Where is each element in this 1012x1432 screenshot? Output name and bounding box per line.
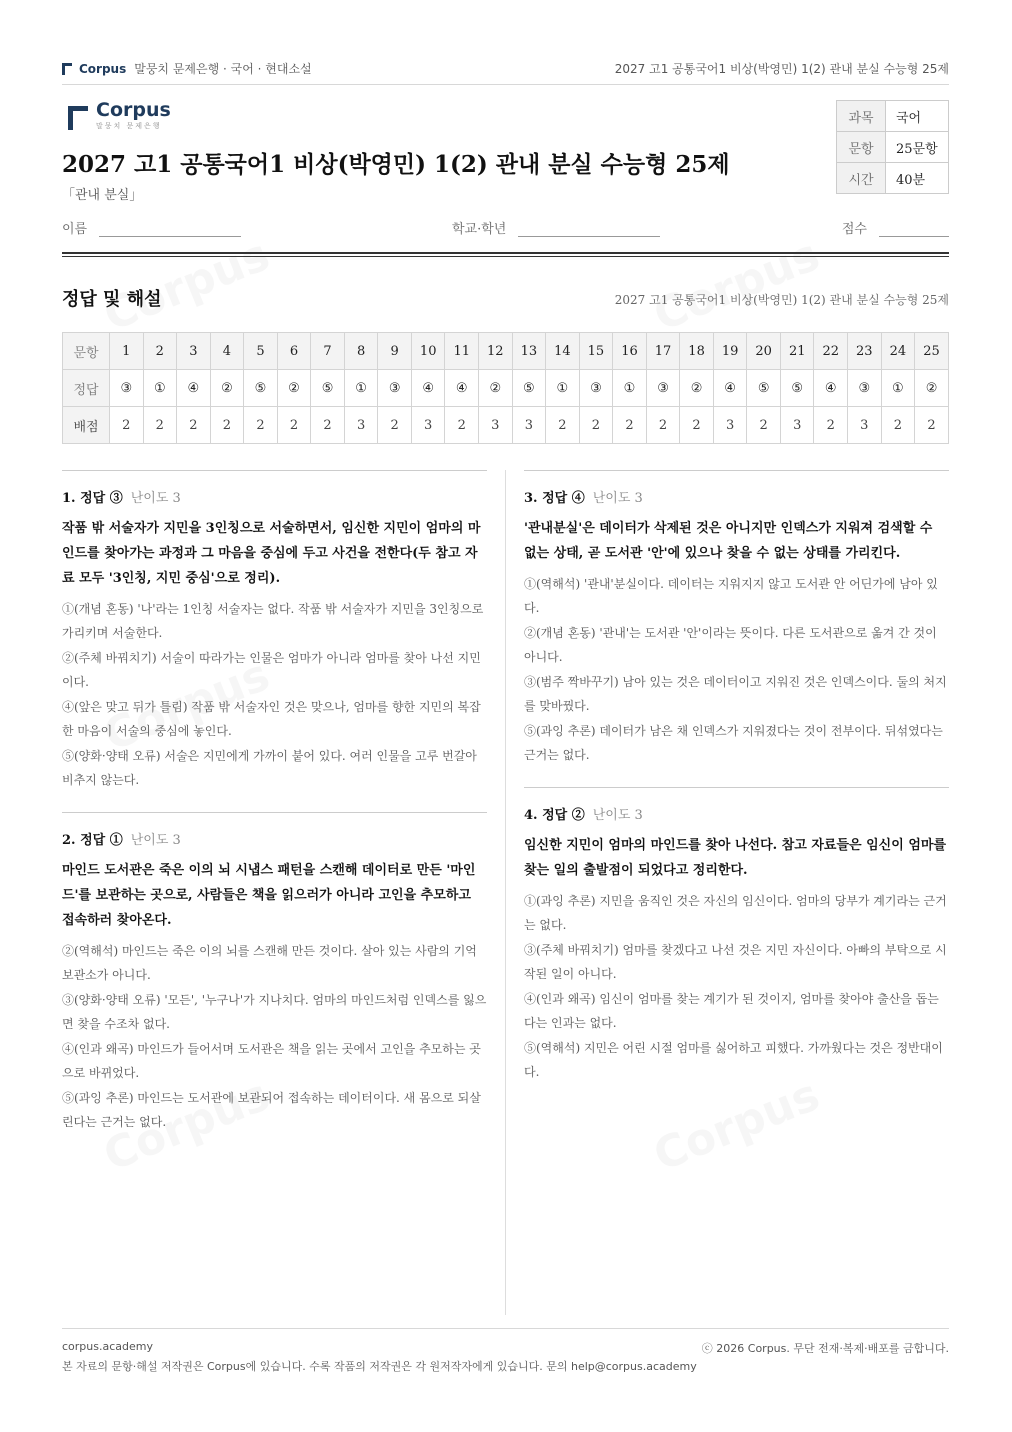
question-number: 9 [378, 333, 412, 370]
question-number: 10 [411, 333, 445, 370]
question-explanation [62, 470, 487, 792]
option-explanation: ②(주체 바꿔치기) 서술이 따라가는 인물은 엄마가 아니라 엄마를 찾아 나선 지민이다. [62, 651, 481, 689]
score-cell: 2 [646, 407, 680, 444]
question-number: 5 [244, 333, 278, 370]
answer-cell: ① [546, 370, 580, 407]
option-explanation: ⑤(과잉 추론) 마인드는 도서관에 보관되어 접속하는 데이터이다. 새 몸으로 되살린다는 근거는 없다. [62, 1091, 481, 1129]
answer-cell: ① [881, 370, 915, 407]
answer-cell: ③ [646, 370, 680, 407]
score-cell: 3 [411, 407, 445, 444]
question-number: 20 [747, 333, 781, 370]
school-blank[interactable] [518, 220, 660, 237]
left-column [62, 470, 487, 1135]
school-field[interactable] [452, 218, 660, 237]
question-number: 13 [512, 333, 546, 370]
answer-cell: ① [613, 370, 647, 407]
score-blank[interactable] [879, 220, 949, 237]
option-explanation: ⑤(양화·양태 오류) 서술은 지민에게 가까이 붙어 있다. 여러 인물을 고루 번갈아 비추지 않는다. [62, 749, 477, 787]
answer-cell: ③ [378, 370, 412, 407]
question-number: 25 [915, 333, 949, 370]
score-field[interactable] [842, 218, 949, 237]
score-cell: 2 [277, 407, 311, 444]
option-explanation: ④(인과 왜곡) 마인드가 들어서며 도서관은 책을 읽는 곳에서 고인을 추모하는 곳으로 바뀌었다. [62, 1042, 481, 1080]
score-cell: 2 [579, 407, 613, 444]
score-cell: 2 [814, 407, 848, 444]
score-cell: 2 [143, 407, 177, 444]
corpus-logo-icon [68, 106, 88, 130]
answer-key-table [62, 332, 949, 444]
question-explanation [524, 470, 949, 767]
question-number: 21 [780, 333, 814, 370]
row-label: 배점 [63, 407, 110, 444]
score-cell: 2 [881, 407, 915, 444]
question-number: 22 [814, 333, 848, 370]
answer-cell: ⑤ [747, 370, 781, 407]
explanation-main: 마인드 도서관은 죽은 이의 뇌 시냅스 패턴을 스캔해 데이터로 만든 '마인드'를 보관하는 곳으로, 사람들은 책을 읽으러가 아니라 고인을 추모하고 접속하러 찾아온다. [62, 863, 476, 928]
option-explanation: ③(주체 바꿔치기) 엄마를 찾겠다고 나선 것은 지민 자신이다. 아빠의 부탁으로 시작된 일이 아니다. [524, 943, 947, 981]
score-cell: 2 [546, 407, 580, 444]
score-cell: 2 [177, 407, 211, 444]
column-divider [505, 470, 506, 1315]
answer-cell: ④ [411, 370, 445, 407]
name-field[interactable] [62, 218, 241, 237]
row-label: 정답 [63, 370, 110, 407]
explanation-main: 작품 밖 서술자가 지민을 3인칭으로 서술하면서, 임신한 지민이 엄마의 마인드를 찾아가는 과정과 그 마음을 중심에 두고 사건을 전한다(두 참고 자료 모두 '3인칭, 지민 중심'으로 정리). [62, 521, 481, 586]
option-explanation: ①(개념 혼동) '나'라는 1인칭 서술자는 없다. 작품 밖 서술자가 지민을 3인칭으로 가리키며 서술한다. [62, 602, 484, 640]
page-title: 2027 고1 공통국어1 비상(박영민) 1(2) 관내 분실 수능형 25제 [62, 151, 730, 178]
question-number: 2 [143, 333, 177, 370]
divider [62, 256, 949, 257]
score-cell: 2 [244, 407, 278, 444]
question-number: 4 [210, 333, 244, 370]
question-answer: 1. 정답 ③ [62, 491, 123, 506]
score-cell: 3 [344, 407, 378, 444]
question-number: 19 [713, 333, 747, 370]
question-number: 14 [546, 333, 580, 370]
score-cell: 2 [915, 407, 949, 444]
score-cell: 2 [378, 407, 412, 444]
answer-cell: ② [277, 370, 311, 407]
score-cell: 2 [747, 407, 781, 444]
student-fields [62, 218, 949, 242]
answer-cell: ⑤ [311, 370, 345, 407]
logo-name: Corpus [96, 99, 171, 121]
option-explanation: ②(역해석) 마인드는 죽은 이의 뇌를 스캔해 만든 것이다. 살아 있는 사람의 기억 보관소가 아니다. [62, 944, 477, 982]
score-cell: 3 [512, 407, 546, 444]
option-explanation: ④(앞은 맞고 뒤가 틀림) 작품 밖 서술자인 것은 맞으나, 엄마를 향한 지민의 복잡한 마음이 서술의 중심에 놓인다. [62, 700, 481, 738]
document-page [62, 0, 949, 1432]
header-breadcrumb: 말뭉치 문제은행 · 국어 · 현대소설 [134, 62, 312, 76]
header-doc-title: 2027 고1 공통국어1 비상(박영민) 1(2) 관내 분실 수능형 25제 [614, 62, 949, 76]
score-cell: 3 [479, 407, 513, 444]
score-cell: 3 [780, 407, 814, 444]
question-number: 24 [881, 333, 915, 370]
explanation-main: '관내분실'은 데이터가 삭제된 것은 아니지만 인덱스가 지워져 검색할 수 없는 상태, 곧 도서관 '안'에 있으나 찾을 수 없는 상태를 가리킨다. [524, 521, 933, 561]
score-cell: 2 [445, 407, 479, 444]
footer-notice: 본 자료의 문항·해설 저작권은 Corpus에 있습니다. 수록 작품의 저작권은 각 원저작자에게 있습니다. 문의 help@corpus.academy [62, 1360, 697, 1373]
question-explanation [524, 787, 949, 1084]
score-cell: 2 [110, 407, 144, 444]
score-cell: 3 [848, 407, 882, 444]
question-number: 7 [311, 333, 345, 370]
divider [62, 84, 949, 85]
option-explanation: ①(과잉 추론) 지민을 움직인 것은 자신의 임신이다. 엄마의 당부가 계기라는 근거는 없다. [524, 894, 947, 932]
answers-title: 정답 및 해설 [62, 289, 162, 310]
answer-cell: ② [210, 370, 244, 407]
answer-cell: ⑤ [512, 370, 546, 407]
question-number: 16 [613, 333, 647, 370]
question-number: 3 [177, 333, 211, 370]
difficulty: 난이도 3 [130, 833, 181, 848]
difficulty: 난이도 3 [130, 491, 181, 506]
question-number: 12 [479, 333, 513, 370]
right-column [524, 470, 949, 1085]
difficulty: 난이도 3 [592, 491, 643, 506]
option-explanation: ①(역해석) '관내'분실이다. 데이터는 지워지지 않고 도서관 안 어딘가에 남아 있다. [524, 577, 938, 615]
header-brand: Corpus [79, 61, 127, 76]
option-explanation: ⑤(역해석) 지민은 어린 시절 엄마를 싫어하고 피했다. 가까웠다는 것은 정반대이다. [524, 1041, 943, 1079]
score-label: 점수 [841, 222, 867, 237]
logo-sub: 말뭉치 문제은행 [96, 122, 162, 130]
answer-cell: ① [143, 370, 177, 407]
footer-copyright: ⓒ 2026 Corpus. 무단 전재·복제·배포를 금합니다. [701, 1342, 949, 1355]
answers-subtitle: 2027 고1 공통국어1 비상(박영민) 1(2) 관내 분실 수능형 25제 [614, 293, 949, 307]
score-cell: 2 [680, 407, 714, 444]
answer-cell: ③ [110, 370, 144, 407]
answer-cell: ① [344, 370, 378, 407]
answer-cell: ③ [579, 370, 613, 407]
score-cell: 2 [210, 407, 244, 444]
question-number: 6 [277, 333, 311, 370]
question-number: 1 [110, 333, 144, 370]
difficulty: 난이도 3 [592, 808, 643, 823]
answer-cell: ④ [445, 370, 479, 407]
info-value: 40분 [886, 163, 949, 194]
option-explanation: ②(개념 혼동) '관내'는 도서관 '안'이라는 뜻이다. 다른 도서관으로 옮겨 간 것이 아니다. [524, 626, 937, 664]
question-answer: 3. 정답 ④ [524, 491, 585, 506]
question-number: 18 [680, 333, 714, 370]
question-explanation [62, 812, 487, 1134]
score-cell: 3 [713, 407, 747, 444]
divider [62, 252, 949, 254]
answer-cell: ⑤ [244, 370, 278, 407]
answer-cell: ④ [713, 370, 747, 407]
divider [62, 1328, 949, 1329]
question-number: 23 [848, 333, 882, 370]
corpus-logo-icon [62, 63, 72, 75]
logo [68, 100, 171, 131]
name-blank[interactable] [99, 220, 241, 237]
answer-cell: ② [915, 370, 949, 407]
answer-cell: ② [680, 370, 714, 407]
question-number: 11 [445, 333, 479, 370]
score-cell: 2 [613, 407, 647, 444]
explanation-main: 임신한 지민이 엄마의 마인드를 찾아 나선다. 참고 자료들은 임신이 엄마를 찾는 일의 출발점이 되었다고 정리한다. [524, 838, 946, 878]
option-explanation: ③(범주 짝바꾸기) 남아 있는 것은 데이터이고 지워진 것은 인덱스이다. 둘의 처지를 맞바꿨다. [524, 675, 947, 713]
answer-cell: ④ [814, 370, 848, 407]
question-answer: 4. 정답 ② [524, 808, 585, 823]
school-label: 학교·학년 [452, 222, 507, 237]
question-answer: 2. 정답 ① [62, 833, 123, 848]
info-key: 문항 [837, 132, 886, 163]
answer-cell: ② [479, 370, 513, 407]
info-value: 25문항 [886, 132, 949, 163]
name-label: 이름 [62, 222, 88, 237]
answer-cell: ③ [848, 370, 882, 407]
question-number: 17 [646, 333, 680, 370]
row-label: 문항 [63, 333, 110, 370]
question-number: 15 [579, 333, 613, 370]
option-explanation: ④(인과 왜곡) 임신이 엄마를 찾는 계기가 된 것이지, 엄마를 찾아야 출산을 돕는다는 인과는 없다. [524, 992, 939, 1030]
answer-cell: ⑤ [780, 370, 814, 407]
page-subtitle: 「관내 분실」 [62, 188, 143, 203]
footer-site[interactable]: corpus.academy [62, 1340, 153, 1353]
option-explanation: ⑤(과잉 추론) 데이터가 남은 채 인덱스가 지워졌다는 것이 전부이다. 뒤섞였다는 근거는 없다. [524, 724, 943, 762]
score-cell: 2 [311, 407, 345, 444]
answer-cell: ④ [177, 370, 211, 407]
info-key: 시간 [837, 163, 886, 194]
exam-info-table [836, 100, 949, 194]
question-number: 8 [344, 333, 378, 370]
running-header [62, 58, 949, 82]
info-key: 과목 [837, 101, 886, 132]
option-explanation: ③(양화·양태 오류) '모든', '누구나'가 지나치다. 엄마의 마인드처럼 인덱스를 잃으면 찾을 수조차 없다. [62, 993, 487, 1031]
info-value: 국어 [886, 101, 949, 132]
